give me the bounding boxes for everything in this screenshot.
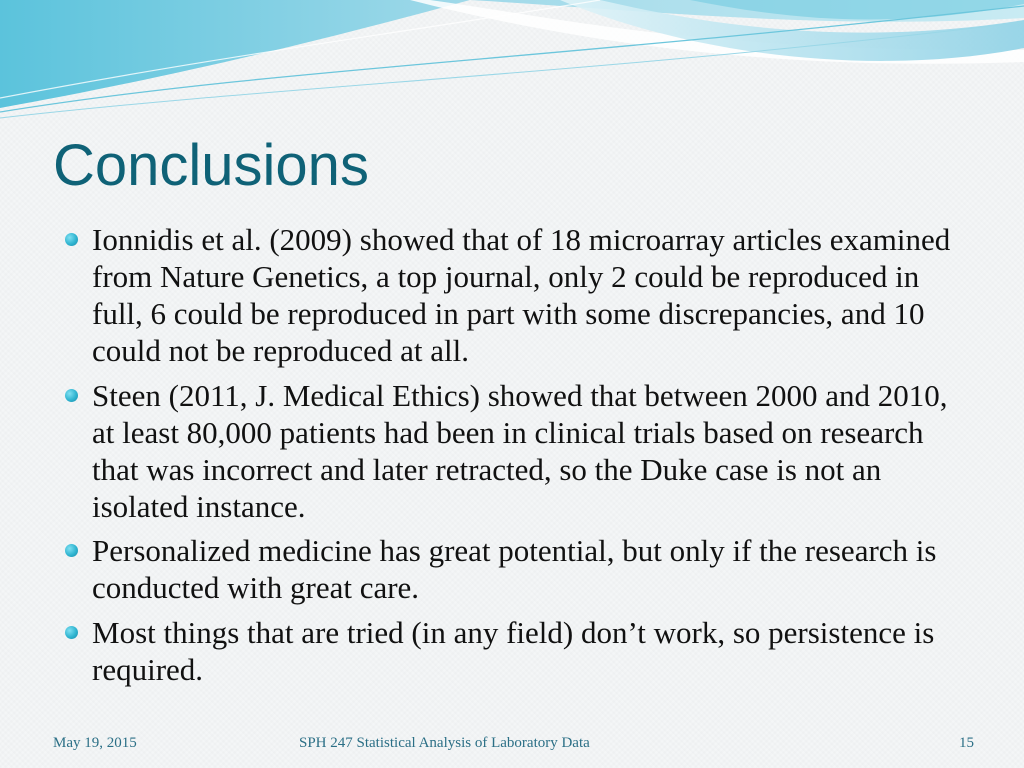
bullet-item: [92, 614, 972, 688]
bullet-text: Personalized medicine has great potential, but only if the research is conducted with great care.: [92, 533, 937, 605]
bullet-dot-icon: [65, 544, 78, 557]
bullet-text: Ionnidis et al. (2009) showed that of 18 microarray articles examined from Nature Genetics, a top journal, only 2 could be reproduced in full, 6 could be reproduced in part with some discrepancies, and 10 could not be reproduced at all.: [92, 222, 951, 368]
bullet-text: Most things that are tried (in any field) don’t work, so persistence is required.: [92, 614, 935, 687]
footer-page-number: 15: [959, 735, 974, 751]
bullet-item: [92, 221, 972, 369]
bullet-dot-icon: [65, 233, 78, 246]
slide-title: Conclusions: [53, 133, 369, 198]
footer-course-title: SPH 247 Statistical Analysis of Laboratory Data: [299, 735, 590, 751]
bullet-item: [92, 532, 972, 606]
header-wave-decoration: [0, 0, 1024, 130]
footer-date: May 19, 2015: [53, 735, 137, 751]
bullet-dot-icon: [65, 626, 78, 639]
bullet-item: [92, 377, 972, 525]
bullet-list: [92, 221, 972, 695]
bullet-text: Steen (2011, J. Medical Ethics) showed that between 2000 and 2010, at least 80,000 patients had been in clinical trials based on research that was incorrect and later retracted, so the Duke case is not an isolated instance.: [92, 377, 948, 524]
bullet-dot-icon: [65, 389, 78, 402]
